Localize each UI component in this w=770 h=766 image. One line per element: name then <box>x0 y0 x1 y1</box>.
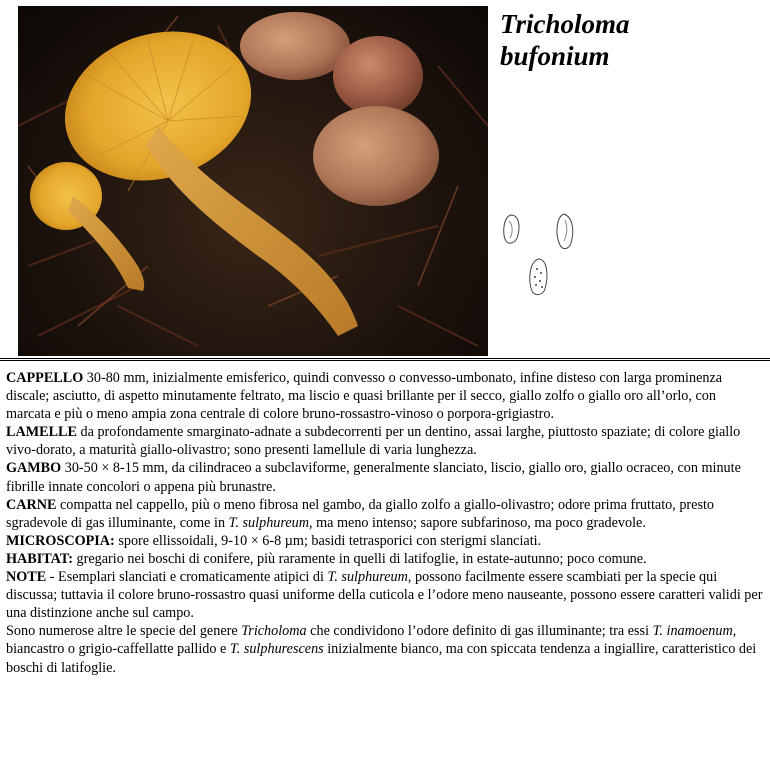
paragraph-lamelle <box>6 423 764 459</box>
title-species: bufonium <box>500 41 610 71</box>
italic-altre-b: T. inamoenum <box>652 623 733 640</box>
mushroom-photo <box>18 6 488 356</box>
divider-line <box>0 358 770 361</box>
text-gambo: 30-50 × 8-15 mm, da cilindraceo a subclaviforme, generalmente slanciato, liscio, giallo oro, giallo ocraceo, con minute fibrille innate concolori o appena più brunastre. <box>6 460 741 495</box>
heading-lamelle: LAMELLE <box>6 424 77 441</box>
text-habitat: gregario nei boschi di conifere, più raramente in quelli di latifoglie, in estate-autunno; poco comune. <box>73 550 647 567</box>
italic-altre-c: T. sulphurescens <box>229 641 324 658</box>
paragraph-note <box>6 568 764 622</box>
text-carne-b: , ma meno intenso; sapore subfarinoso, ma poco gradevole. <box>309 514 646 531</box>
spore-drawings <box>495 205 595 305</box>
heading-gambo: GAMBO <box>6 460 62 477</box>
text-lamelle: da profondamente smarginato-adnate a subdecorrenti per un dentino, assai larghe, piuttosto spaziate; di colore giallo vivo-dorato, a maturità giallo-olivastro; sono presenti lamellule di varia lunghezza. <box>6 424 741 459</box>
text-carne-a: compatta nel cappello, più o meno fibrosa nel gambo, da giallo zolfo a giallo-olivastro; odore prima fruttato, presto sgradevole di gas illuminante, come in <box>6 496 715 531</box>
text-altre-c: , biancastro o grigio-caffellatte pallido e <box>6 623 737 658</box>
text-note-b: , possono facilmente essere scambiati per la specie qui discussa; tuttavia il colore bruno-rossastro quasi uniforme della cuticola e l’odore meno nauseante, possono essere caratteri validi per una distinzione anche sul campo. <box>6 569 763 622</box>
italic-carne: T. sulphureum <box>228 514 310 531</box>
italic-note: T. sulphureum <box>327 569 408 586</box>
heading-habitat: HABITAT: <box>6 550 73 567</box>
heading-microscopia: MICROSCOPIA: <box>6 532 115 549</box>
text-altre-d: inizialmente bianco, ma con spiccata tendenza a ingiallire, caratteristico dei boschi di latifoglie. <box>6 641 757 676</box>
heading-note: NOTE <box>6 569 47 586</box>
text-altre-b: che condividono l’odore definito di gas illuminante; tra essi <box>306 623 653 640</box>
italic-altre-a: Tricholoma <box>241 623 307 640</box>
paragraph-microscopia <box>6 532 764 550</box>
paragraph-gambo <box>6 459 764 495</box>
text-microscopia: spore ellissoidali, 9-10 × 6-8 µm; basidi tetrasporici con sterigmi slanciati. <box>114 532 542 549</box>
paragraph-cappello <box>6 369 764 423</box>
text-cappello: 30-80 mm, inizialmente emisferico, quindi convesso o convesso-umbonato, infine disteso con larga prominenza discale; asciutto, di aspetto minutamente feltrato, ma liscio e quasi brillante per il secco, giallo zolfo o giallo oro all’orlo, con marcata e più o meno ampia zona centrale di colore bruno-rossastro-vinoso o porpora-grigiastro. <box>6 370 723 423</box>
text-altre-a: Sono numerose altre le specie del genere <box>6 623 242 640</box>
text-note-a: - Esemplari slanciati e cromaticamente atipici di <box>46 569 328 586</box>
paragraph-carne <box>6 496 764 532</box>
heading-cappello: CAPPELLO <box>6 370 84 386</box>
paragraph-habitat <box>6 550 764 568</box>
description-text <box>6 369 764 677</box>
title-genus: Tricholoma <box>500 9 630 39</box>
species-title <box>500 8 630 72</box>
paragraph-altre <box>6 622 764 676</box>
heading-carne: CARNE <box>6 496 57 513</box>
